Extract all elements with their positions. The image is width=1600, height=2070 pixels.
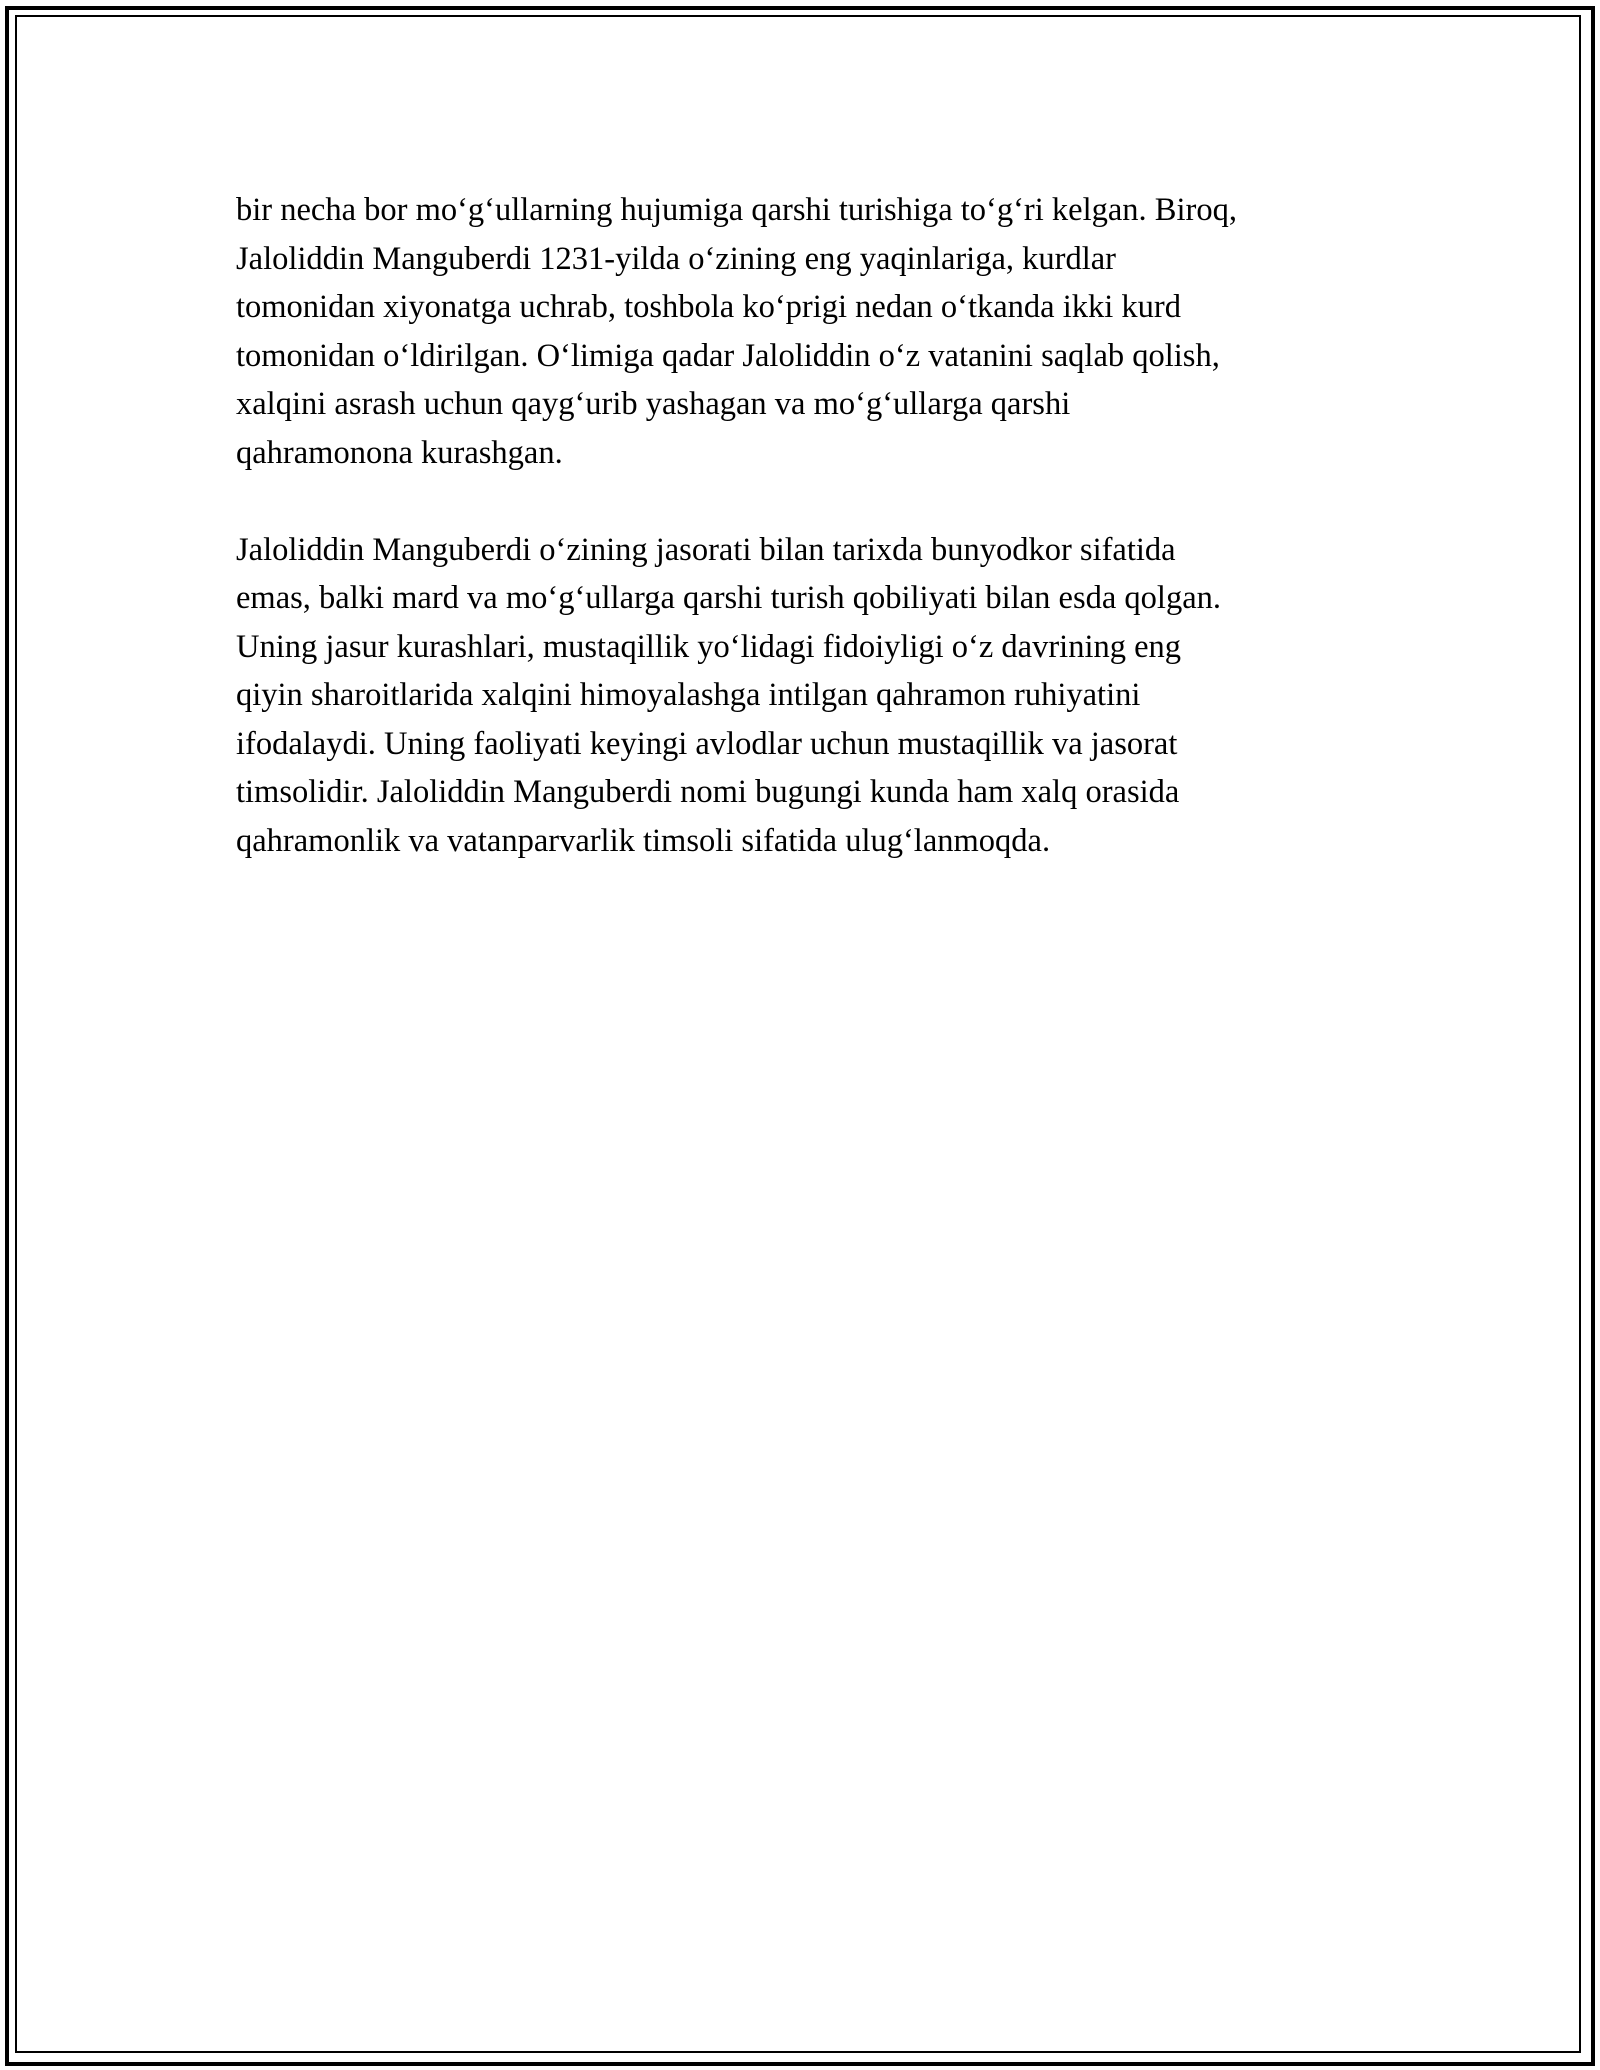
paragraph-2: Jaloliddin Manguberdi o‘zining jasorati bilan tarixda bunyodkor sifatida emas, balki mard va mo‘g‘ullarga qarshi turish qobiliyati bilan esda qolgan. Uning jasur kurashlari, mustaqillik yo‘lidagi fidoiyligi o‘z davrining eng qiyin sharoitlarida xalqini himoyalashga intilgan qahramon ruhiyatini ifodalaydi. Uning faoliyati keyingi avlodlar uchun mustaqillik va jasorat timsolidir. Jaloliddin Manguberdi nomi bugungi kunda ham xalq orasida qahramonlik va vatanparvarlik timsoli sifatida ulug‘lanmoqda. <box>236 531 1221 859</box>
paragraph-1: bir necha bor mo‘g‘ullarning hujumiga qarshi turishiga to‘g‘ri kelgan. Biroq, Jaloliddin Manguberdi 1231-yilda o‘zining eng yaqinlariga, kurdlar tomonidan xiyonatga uchrab, toshbola ko‘prigi nedan o‘tkanda ikki kurd tomonidan o‘ldirilgan. O‘limiga qadar Jaloliddin o‘z vatanini saqlab qolish, xalqini asrash uchun qayg‘urib yashagan va mo‘g‘ullarga qarshi qahramonona kurashgan. <box>236 192 1237 471</box>
document-body <box>236 186 1376 914</box>
